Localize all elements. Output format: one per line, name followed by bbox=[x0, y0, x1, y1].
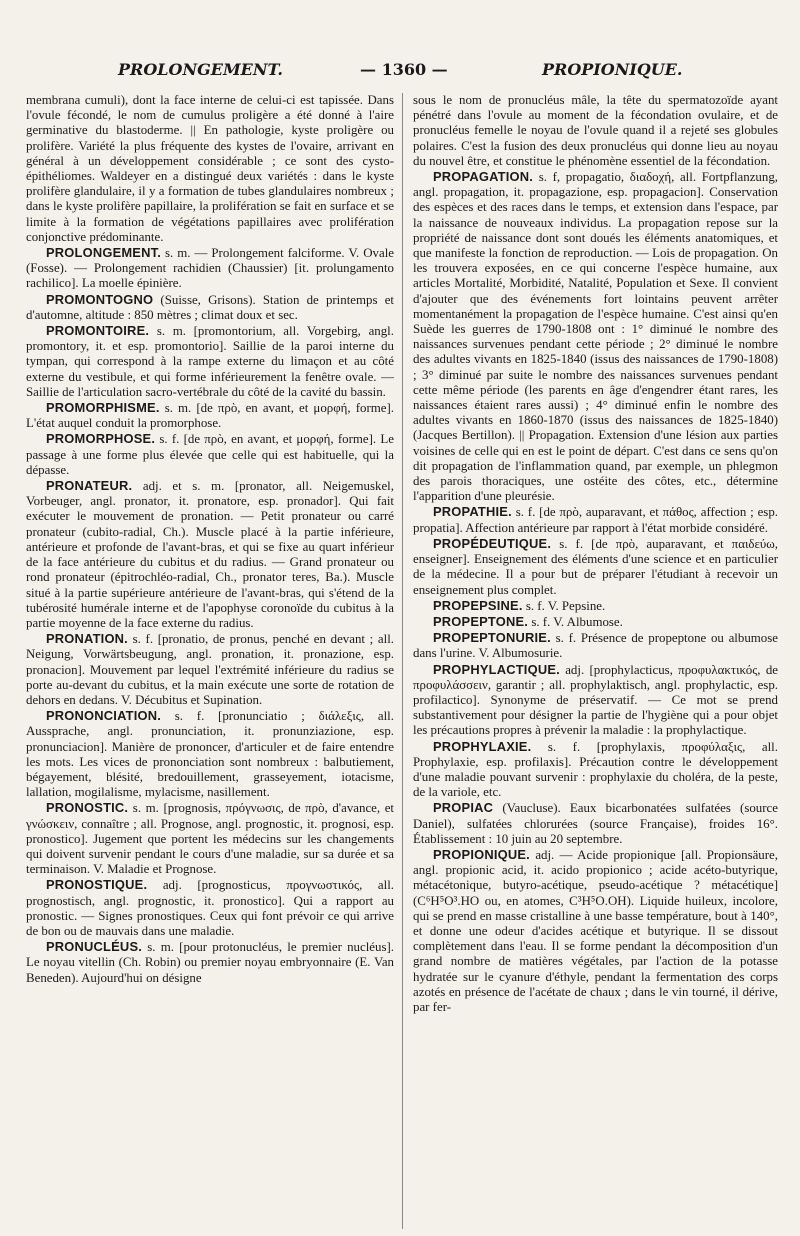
entry-headword: PROPÉDEUTIQUE. bbox=[433, 535, 552, 551]
entry-text: s. f. V. Pepsine. bbox=[522, 598, 606, 613]
dictionary-entry bbox=[413, 598, 778, 614]
entry-headword: PRONATEUR. bbox=[46, 478, 133, 494]
entry-text: s. f. [prophylaxis, προφύλαξις, all. Prophylaxie, esp. profilaxis]. Précaution contre le développement d'une maladie pouvant survenir : prophylaxie du choléra, de la peste, de la variole, etc. bbox=[413, 739, 778, 800]
entry-text: adj. et s. m. [pronator, all. Neigemuskel, Vorbeuger, angl. pronator, it. pronatore, esp. pronador]. Qui fait exécuter le mouvement de pronation. — Petit pronateur ou carré pronateur (cubito-radial, Ch.). Muscle placé à la partie inférieure, antérieure et profonde de l'avant-bras, et qui se fixe au quart inférieur de la face antérieure du cubitus et du radius. — Grand pronateur ou rond pronateur (épitrochléo-radial, Ch., pronator teres, Ba.). Muscle situé à la partie supérieure antérieure de l'avant-bras, qui s'étend de la tubérosité humérale interne et de l'apophyse coronoïde du cubitus à la partie moyenne de la face externe du radius. bbox=[26, 479, 394, 630]
dictionary-entry bbox=[26, 800, 394, 877]
entry-headword: PROLONGEMENT. bbox=[46, 245, 162, 261]
dictionary-entry bbox=[26, 478, 394, 631]
entry-text: s. f. [de πρὸ, auparavant, et πάθος, affection ; esp. propatia]. Affection antérieure par rapport à l'état morbide considéré. bbox=[413, 505, 778, 535]
entry-text: adj. [prophylacticus, προφυλακτικός, de προφυλάσσειν, garantir ; all. prophylaktisch, angl. prophylactic, esp. profilactico]. Synonyme de préservatif. — Ce mot se prend substantivement pour désigner la partie de l'hygiène qui a pour objet les précautions propres à prévenir la maladie : la prophylactique. bbox=[413, 662, 778, 738]
entry-text: (Vaucluse). Eaux bicarbonatées sulfatées (source Daniel), sulfatées chlorurées (source Française), froides 16°. Établissement : 10 juin au 20 septembre. bbox=[413, 801, 778, 846]
entry-headword: PRONATION. bbox=[46, 631, 128, 647]
entry-headword: PROPAGATION. bbox=[433, 169, 534, 185]
entry-text: s. m. [pour protonucléus, le premier nucléus]. Le noyau vitellin (Ch. Robin) ou premier noyau embryonnaire (E. Van Beneden). Aujourd'hui on désigne bbox=[26, 940, 394, 985]
dictionary-entry bbox=[26, 939, 394, 986]
entry-headword: PROPATHIE. bbox=[433, 504, 512, 520]
entry-headword: PROMONTOIRE. bbox=[46, 323, 150, 339]
dictionary-entry bbox=[26, 631, 394, 708]
page-number: — 1360 — bbox=[360, 60, 448, 79]
text-columns bbox=[26, 93, 790, 1229]
dictionary-entry bbox=[26, 292, 394, 323]
dictionary-entry bbox=[26, 323, 394, 400]
entry-text: s. m. [promontorium, all. Vorgebirg, angl. promontory, it. et esp. promontorio]. Saillie de la paroi interne du tympan, qui correspond à la rampe externe du limaçon et au côté externe du vestibule, et qui forme inférieurement la fenêtre ovale. — Saillie de l'articulation sacro-vertébrale du côté de la cavité du bassin. bbox=[26, 324, 394, 399]
dictionary-entry bbox=[413, 169, 778, 504]
dictionary-entry bbox=[26, 877, 394, 939]
dictionary-entry bbox=[413, 630, 778, 661]
entry-text: s. f. [pronunciatio ; διάλεξις, all. Aussprache, angl. pronunciation, it. pronunziazione, esp. pronunciacion]. Manière de prononcer, d'articuler et de faire entendre les mots. Les vices de prononciation sont nombreux : balbutiement, bégayement, blésité, bredouillement, grasseyement, iotacisme, lallation, mogilalisme, mylacisme, nasillement. bbox=[26, 709, 394, 800]
entry-headword: PROMONTOGNO bbox=[46, 291, 154, 307]
entry-text: s. m. — Prolongement falciforme. V. Ovale (Fosse). — Prolongement rachidien (Chaussier) [it. prolungamento rachilico]. La moelle épinière. bbox=[26, 246, 394, 291]
entry-headword: PROPEPSINE. bbox=[433, 597, 523, 613]
header-right-word: PROPIONIQUE. bbox=[542, 60, 683, 79]
entry-headword: PRONONCIATION. bbox=[46, 708, 161, 724]
header-left-word: PROLONGEMENT. bbox=[118, 60, 283, 79]
entry-text: adj. — Acide propionique [all. Propionsäure, angl. propionic acid, it. acido propionico ; acide acéto-butyrique, métacétonique, butyro-acétique, pseudo-acétique ? métacétique] (C⁶H⁵O³.HO ou, en atomes, C³H⁵O.OH). Liquide huileux, incolore, qui se prend en masse cristalline à une basse température, bout à 140°, et donne une odeur d'acides acétique et butyrique. Il se dissout complètement dans l'eau. Il se forme pendant la décomposition d'un grand nombre de matières végétales, par l'action de la potasse hydratée sur le cyanure d'éthyle, pendant la fermentation des corps azotés en présence de l'acétate de chaux ; dans le vin tourné, il dérive, par fer- bbox=[413, 847, 778, 1014]
dictionary-entry bbox=[413, 800, 778, 847]
entry-text: s. f. [pronatio, de pronus, penché en devant ; all. Neigung, Vorwärtsbeugung, angl. pronation, it. pronazione, esp. pronacion]. Mouvement par lequel l'extrémité inférieure du radius se porte au-devant du cubitus, et la main exécute une sorte de rotation de dehors en dedans. V. Décubitus et Supination. bbox=[26, 632, 394, 707]
dictionary-entry bbox=[413, 739, 778, 801]
entry-text: s. f. [de πρὸ, en avant, et μορφή, forme]. Le passage à une forme plus élevée que celle qui est habituelle, qui la dépasse. bbox=[26, 432, 394, 477]
dictionary-entry bbox=[413, 504, 778, 535]
entry-headword: PRONUCLÉUS. bbox=[46, 939, 143, 955]
entry-headword: PROPHYLACTIQUE. bbox=[433, 661, 560, 677]
entry-text: membrana cumuli), dont la face interne de celui-ci est tapissée. Dans l'ovule fécondé, le nom de cumulus proligère a été donné à l'aire germinative du blastoderme. || En pathologie, kyste proligère ou prolifère. Variété la plus fréquente des kystes de l'ovaire, arrivant en général à un développement considérable ; ce sont des cysto-épithéliomes. Waldeyer en a distingué deux variétés : dans le kyste prolifère glandulaire, il y a formation de tubes glandulaires nombreux ; dans le kyste prolifère papillaire, la prolifération se fait en surface et se limite à la formation de végétations papillaires avec prolifération conjonctive prédominante. bbox=[26, 93, 394, 244]
dictionary-entry bbox=[26, 93, 394, 245]
entry-text: (Suisse, Grisons). Station de printemps et d'automne, altitude : 850 mètres ; climat doux et sec. bbox=[26, 292, 394, 322]
entry-headword: PRONOSTIQUE. bbox=[46, 877, 148, 893]
dictionary-entry bbox=[26, 431, 394, 478]
entry-text: s. f, propagatio, διαδοχή, all. Fortpflanzung, angl. propagation, it. propagazione, esp. propagacion]. Conservation des espèces et des races dans le temps, et extension dans l'espace, par la naissance de nouveaux individus. La propagation repose sur la propriété de naissance dont sont doués les éléments anatomiques, et que manifeste la fonction de reproduction. — Lois de propagation. On les trouvera exposées, en ce qui concerne l'espèce humaine, aux articles Mortalité, Morbidité, Natalité, Population et Sexe. Il convient d'ajouter que des événements fort lointains peuvent arrêter momentanément la propagation de l'espèce humaine. C'est ainsi qu'en Suède les guerres de 1790-1808 ont : 1° diminué le nombre des naissances survenues pendant cette période ; 2° diminué le nombre des adultes vivants en 1825-1840 (issus des naissances de 1790-1808) ; 3° diminué par suite le nombre des naissances survenues pendant cette même période (les parents en âge d'engendrer étant rares, les naissances étaient rares aussi) ; 4° diminué enfin le nombre des adultes vivants en 1860-1870 (issus des naissances de 1825-1840) (Jacques Bertillon). || Propagation. Extension d'une lésion aux parties voisines de celle qui en est le point de départ. C'est dans ce sens qu'on dit propagation de l'inflammation quand, par exemple, un phlegmon des parois thoraciques, une ostéite des côtes, etc., détermine l'apparition d'une pleurésie. bbox=[413, 170, 778, 504]
entry-headword: PROPHYLAXIE. bbox=[433, 738, 532, 754]
dictionary-entry bbox=[413, 662, 778, 739]
entry-text: s. m. [de πρὸ, en avant, et μορφή, forme]. L'état auquel conduit la promorphose. bbox=[26, 401, 394, 431]
entry-headword: PROPIAC bbox=[433, 800, 494, 816]
dictionary-entry bbox=[26, 245, 394, 292]
entry-headword: PROMORPHOSE. bbox=[46, 431, 156, 447]
entry-text: sous le nom de pronucléus mâle, la tête du spermatozoïde ayant pénétré dans l'ovule au moment de la fécondation ovulaire, et de pronucléus femelle le noyau de l'ovule quand il a rejeté ses globules polaires. C'est la fusion des deux pronucléus qui donne lieu au noyau du nouvel être, et constitue le phénomène essentiel de la fécondation. bbox=[413, 93, 778, 168]
entry-text: s. f. Présence de propeptone ou albumose dans l'urine. V. Albumosurie. bbox=[413, 631, 778, 661]
left-column bbox=[26, 93, 402, 1229]
page-header bbox=[0, 60, 800, 84]
entry-headword: PROMORPHISME. bbox=[46, 400, 160, 416]
entry-headword: PROPEPTONE. bbox=[433, 613, 529, 629]
entry-headword: PROPEPTONURIE. bbox=[433, 630, 551, 646]
entry-headword: PRONOSTIC. bbox=[46, 800, 129, 816]
dictionary-entry bbox=[26, 708, 394, 800]
right-column bbox=[402, 93, 778, 1229]
entry-text: s. m. [prognosis, πρόγνωσις, de πρὸ, d'avance, et γνώσκειν, connaître ; all. Prognose, angl. prognostic, it. prognosi, esp. pronostico]. Jugement que portent les médecins sur les changements qui doivent survenir pendant le cours d'une maladie, sur sa durée et sa terminaison. V. Maladie et Prognose. bbox=[26, 801, 394, 877]
dictionary-entry bbox=[413, 93, 778, 169]
entry-text: s. f. [de πρὸ, auparavant, et παιδεύω, enseigner]. Enseignement des éléments d'une science et en particulier de la médecine. Il a pour but de préparer l'étudiant à recevoir un enseignement plus complet. bbox=[413, 536, 778, 597]
entry-headword: PROPIONIQUE. bbox=[433, 846, 530, 862]
dictionary-entry bbox=[413, 614, 778, 630]
entry-text: s. f. V. Albumose. bbox=[528, 614, 623, 629]
dictionary-entry bbox=[26, 400, 394, 431]
dictionary-entry bbox=[413, 847, 778, 1015]
entry-text: adj. [prognosticus, προγνωστικός, all. prognostisch, angl. prognostic, it. pronostico]. Qui a rapport au pronostic. — Signes pronostiques. Ceux qui font prévoir ce qui arrive de bon ou de mauvais dans une maladie. bbox=[26, 878, 394, 938]
dictionary-entry bbox=[413, 536, 778, 598]
